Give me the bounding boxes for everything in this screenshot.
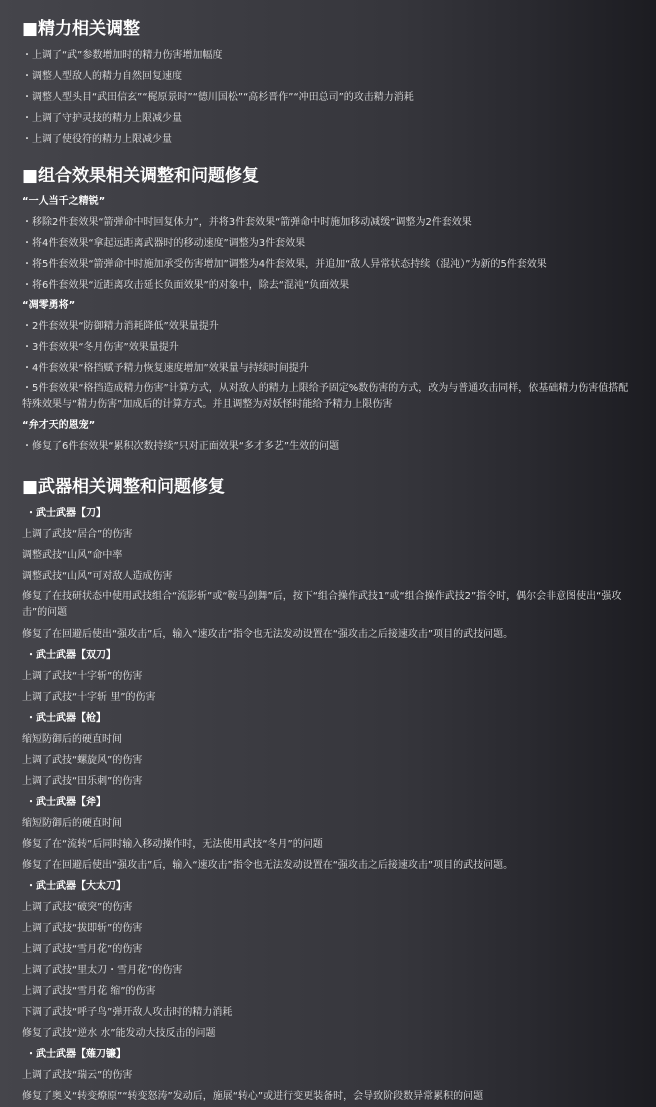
list-item: 缩短防御后的硬直时间 [22, 734, 122, 745]
list-item: 修复了武技“逆水 水”能发动大技反击的问题 [22, 1028, 216, 1039]
list-item: 修复了在技研状态中使用武技组合“流影斩”或“鞍马剑舞”后，按下“组合操作武技1”或“组合操作武技2”指令时，偶尔会非意图使出“强攻击”的问题 [22, 591, 622, 618]
list-item: 上调了武技“拔即斩”的伤害 [22, 923, 143, 934]
list-item: 下调了武技“呼子鸟”弹开敌人攻击时的精力消耗 [22, 1007, 233, 1018]
section-title-set-effects: ■组合效果相关调整和问题修复 [22, 166, 260, 186]
weapon-heading: ・武士武器【刀】 [26, 508, 106, 519]
list-item: 上调了武技“雪月花 缩”的伤害 [22, 986, 156, 997]
list-item: 上调了武技“田乐刺”的伤害 [22, 776, 143, 787]
list-item: ・ 上调了使役符的精力上限减少量 [22, 129, 638, 150]
weapon-heading: ・武士武器【大太刀】 [26, 881, 126, 892]
list-item: 上调了武技“里太刀・雪月花”的伤害 [22, 965, 183, 976]
list-item: ・ 上调了守护灵技的精力上限减少量 [22, 108, 638, 129]
list-item: ・ 上调了“武”参数增加时的精力伤害增加幅度 [22, 45, 638, 66]
list-item: 上调了武技“居合”的伤害 [22, 529, 133, 540]
set-name: “凋零勇将” [22, 300, 76, 311]
list-item: 修复了在回避后使出“强攻击”后，输入“速攻击”指令也无法发动设置在“强攻击之后接速攻击”项目的武技问题。 [22, 860, 514, 871]
section-title-weapons: ■武器相关调整和问题修复 [22, 477, 226, 497]
list-item: 上调了武技“雪月花”的伤害 [22, 944, 143, 955]
weapon-heading: ・武士武器【斧】 [26, 797, 106, 808]
list-item: 缩短防御后的硬直时间 [22, 818, 122, 829]
list-item: ・ 修复了6件套效果“累积次数持续”只对正面效果“多才多艺”生效的问题 [22, 436, 638, 457]
list-item: 修复了奥义“转变燎原”“转变怒涛”发动后，施展“转心”或进行变更装备时，会导致阶段数异常累积的问题 [22, 1091, 484, 1102]
weapon-heading: ・武士武器【双刀】 [26, 650, 116, 661]
list-item: ・ 将6件套效果“近距离攻击延长负面效果”的对象中，除去“混沌”负面效果 [22, 275, 638, 296]
list-item: 上调了武技“十字斩 里”的伤害 [22, 692, 156, 703]
list-item: 调整武技“山风”可对敌人造成伤害 [22, 571, 173, 582]
weapon-heading: ・武士武器【薙刀镰】 [26, 1049, 126, 1060]
list-item: ・ 4件套效果“格挡赋予精力恢复速度增加”效果量与持续时间提升 [22, 358, 638, 379]
list-item: ・ 将4件套效果“拿起远距离武器时的移动速度”调整为3件套效果 [22, 233, 638, 254]
list-item: 修复了在“流转”后同时输入移动操作时，无法使用武技“冬月”的问题 [22, 839, 323, 850]
list-item: 上调了武技“螺旋风”的伤害 [22, 755, 143, 766]
list-item: 上调了武技“破突”的伤害 [22, 902, 133, 913]
list-item: ・ 3件套效果“冬月伤害”效果量提升 [22, 337, 638, 358]
set-name: “弁才天的恩宠” [22, 420, 96, 431]
list-item: ・ 移除2件套效果“箭弹命中时回复体力”，并将3件套效果“箭弹命中时施加移动减缓”调整为2件套效果 [22, 212, 638, 233]
list-item: ・ 调整人型敌人的精力自然回复速度 [22, 66, 638, 87]
list-item: ・ 5件套效果“格挡造成精力伤害”计算方式，从对敌人的精力上限给予固定%数伤害的方式，改为与普通攻击同样，依基础精力伤害值搭配特殊效果与“精力伤害”加成后的计算方式。并且调整为对妖怪时能给予精力上限伤害 [22, 379, 638, 416]
list-item: 调整武技“山风”命中率 [22, 550, 123, 561]
list-item: 上调了武技“十字斩”的伤害 [22, 671, 143, 682]
weapon-heading: ・武士武器【枪】 [26, 713, 106, 724]
list-item: ・ 调整人型头目“武田信玄”“梶原景时”“德川国松”“高杉晋作”“冲田总司”的攻击精力消耗 [22, 87, 638, 108]
section-title-stamina: ■精力相关调整 [22, 19, 141, 39]
set-name: “一人当千之精锐” [22, 196, 106, 207]
list-item: 上调了武技“瑞云”的伤害 [22, 1070, 133, 1081]
list-item: ・ 2件套效果“防御精力消耗降低”效果量提升 [22, 316, 638, 337]
list-item: 修复了在回避后使出“强攻击”后，输入“速攻击”指令也无法发动设置在“强攻击之后接速攻击”项目的武技问题。 [22, 629, 514, 640]
list-item: ・ 将5件套效果“箭弹命中时施加承受伤害增加”调整为4件套效果，并追加“敌人异常状态持续（混沌）”为新的5件套效果 [22, 254, 638, 275]
